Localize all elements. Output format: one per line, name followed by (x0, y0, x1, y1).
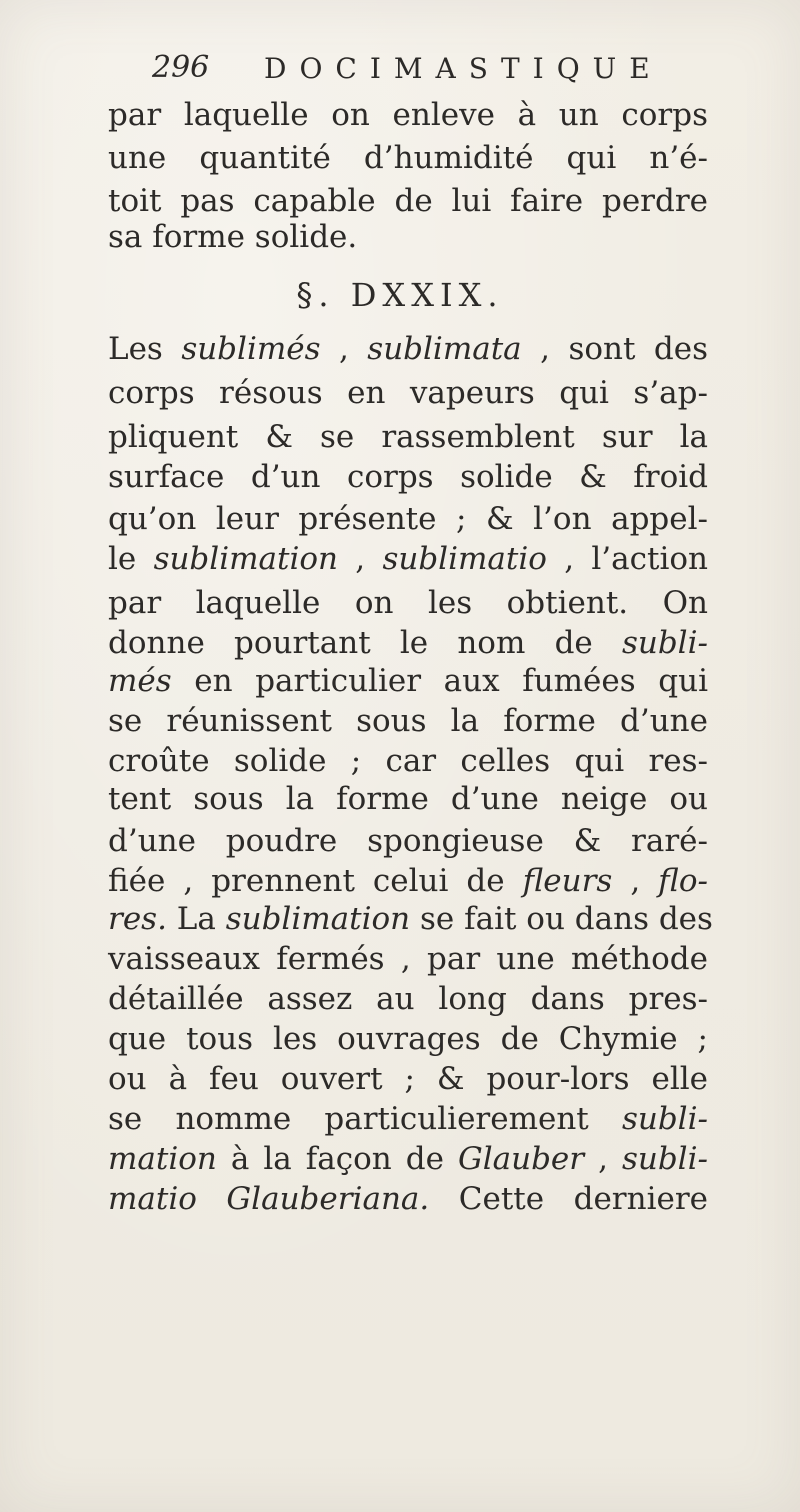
text-line: par laquelle on les obtient. On (108, 585, 708, 621)
text-line: mation à la façon de Glauber , subli- (108, 1141, 708, 1177)
italic-term: sublimata (367, 331, 522, 367)
running-title: DOCIMASTIQUE (264, 52, 663, 85)
text-line: surface d’un corps solide & froid (108, 459, 708, 495)
text-line: détaillée assez au long dans pres- (108, 981, 708, 1017)
text-line: d’une poudre spongieuse & raré- (108, 823, 708, 859)
text-line: que tous les ouvrages de Chymie ; (108, 1021, 708, 1057)
text-line: Les sublimés , sublimata , sont des (108, 331, 709, 367)
text-line: pliquent & se rassemblent sur la (108, 419, 708, 455)
text-line: se nomme particulierement subli- (108, 1101, 708, 1137)
italic-term: subli- (621, 625, 708, 661)
italic-term: subli- (621, 1101, 708, 1137)
text-line: matio Glauberiana. Cette derniere (108, 1181, 709, 1217)
text-line: par laquelle on enleve à un corps (108, 97, 708, 133)
text-line: fiée , prennent celui de fleurs , flo- (108, 863, 708, 899)
italic-term: sublimés (181, 331, 321, 367)
text-line: més en particulier aux fumées qui (108, 663, 708, 699)
italic-term: sublimation (153, 541, 338, 577)
page-number: 296 (152, 50, 210, 85)
italic-term: sublimation (225, 901, 411, 937)
italic-term: flo- (658, 863, 708, 899)
italic-term: subli- (621, 1141, 708, 1177)
section-heading: §. DXXIX. (296, 276, 504, 314)
text-line: ou à feu ouvert ; & pour-lors elle (108, 1061, 708, 1097)
text-line: sa forme solide. (108, 219, 358, 255)
text-line: le sublimation , sublimatio , l’action (108, 541, 708, 577)
text-line: tent sous la forme d’une neige ou (108, 781, 708, 817)
page-header (152, 50, 752, 96)
text-line: croûte solide ; car celles qui res- (108, 743, 708, 779)
text-line: une quantité d’humidité qui n’é- (108, 140, 708, 176)
italic-term: res. (108, 901, 167, 937)
text-line: donne pourtant le nom de subli- (108, 625, 708, 661)
text-line: corps résous en vapeurs qui s’ap- (108, 375, 708, 411)
text-line: vaisseaux fermés , par une méthode (108, 941, 708, 977)
italic-term: mation (108, 1141, 217, 1177)
italic-term: sublimatio (382, 541, 547, 577)
italic-term: Glauber (457, 1141, 585, 1177)
text-line: qu’on leur présente ; & l’on appel- (108, 501, 708, 537)
text-line: res. La sublimation se fait ou dans des (108, 901, 713, 937)
italic-term: fleurs (522, 863, 613, 899)
text-line: se réunissent sous la forme d’une (108, 703, 708, 739)
italic-term: matio Glauberiana. (108, 1181, 430, 1217)
text-line: toit pas capable de lui faire perdre (108, 183, 708, 219)
italic-term: més (108, 663, 172, 699)
